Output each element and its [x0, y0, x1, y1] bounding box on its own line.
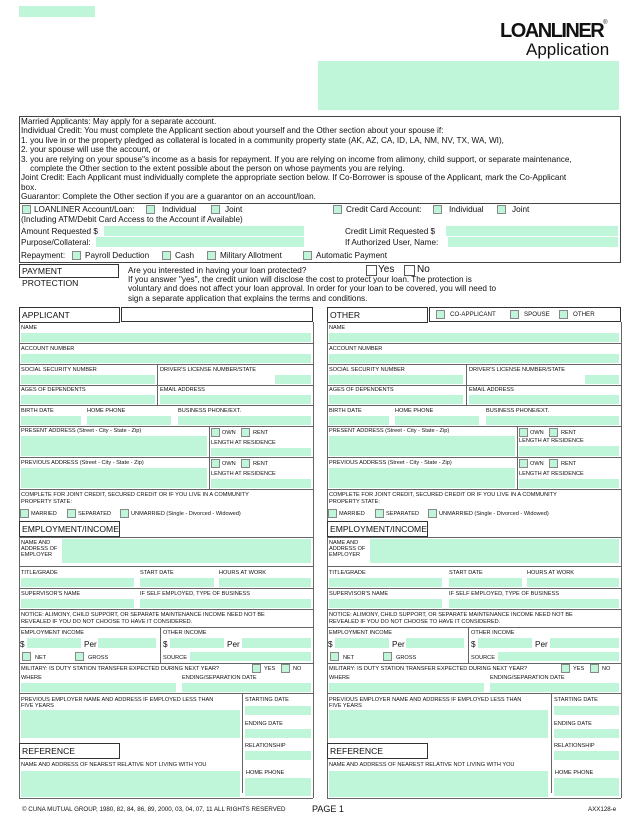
- previous-address-label: PREVIOUS ADDRESS (Street - City - State - Zip): [329, 460, 452, 466]
- protection-yes-label: Yes: [378, 264, 395, 275]
- form-code: AXX128-e: [588, 806, 617, 813]
- separated-label: SEPARATED: [386, 511, 420, 517]
- nearest-relative-label: NAME AND ADDRESS OF NEAREST RELATIVE NOT LIVING WITH YOU: [329, 762, 515, 768]
- applicant-relative-input[interactable]: [21, 771, 240, 797]
- other-per: Per: [535, 640, 548, 649]
- intro-line: complete the Other section to the extent possible about the person on whose payments you are relying.: [21, 164, 405, 174]
- emp-dollar: $: [328, 640, 333, 649]
- intro-line: box.: [21, 182, 37, 192]
- applicant-present-address-input[interactable]: [21, 436, 207, 456]
- cc-joint-checkbox[interactable]: [497, 205, 506, 214]
- own-label: OWN: [530, 461, 544, 467]
- other-type-checkbox[interactable]: [559, 310, 568, 319]
- spouse-checkbox[interactable]: [510, 310, 519, 319]
- applicant-ref-phone-input[interactable]: [245, 778, 311, 796]
- other-per: Per: [227, 640, 240, 649]
- hours-label: HOURS AT WORK: [527, 570, 575, 576]
- ages-label: AGES OF DEPENDENTS: [21, 387, 86, 393]
- name-label: NAME: [329, 325, 346, 331]
- applicant-ending-date-input[interactable]: [245, 729, 311, 738]
- intro-line: Individual Credit: You must complete the Applicant section about yourself and the Other section about your spouse if:: [21, 126, 444, 136]
- dl-label: DRIVER'S LICENSE NUMBER/STATE: [160, 367, 256, 373]
- applicant-relationship-input[interactable]: [245, 751, 311, 760]
- joint-checkbox[interactable]: [211, 205, 220, 214]
- rent-label: RENT: [253, 430, 269, 436]
- own-checkbox[interactable]: [211, 428, 220, 437]
- copyright: © CUNA MUTUAL GROUP, 1980, 82, 84, 86, 89, 2000, 03, 04, 07, 11 ALL RIGHTS RESERVED: [22, 806, 286, 813]
- other-name-input[interactable]: [329, 333, 619, 342]
- other-ssn-input[interactable]: [329, 375, 463, 384]
- other-prev-rent-checkbox[interactable]: [549, 459, 558, 468]
- office-use-field[interactable]: [318, 61, 619, 110]
- payment-protection-header: PAYMENT PROTECTION: [19, 264, 119, 278]
- other-income-label: OTHER INCOME: [163, 630, 207, 636]
- prev-rent-checkbox[interactable]: [241, 459, 250, 468]
- other-net-checkbox[interactable]: [330, 652, 339, 661]
- other-type-label: OTHER: [573, 311, 595, 318]
- other-dollar: $: [163, 640, 168, 649]
- account-number-label: ACCOUNT NUMBER: [329, 346, 383, 352]
- unmarried-label: UNMARRIED (Single - Divorced - Widowed): [439, 511, 549, 517]
- ssn-label: SOCIAL SECURITY NUMBER: [21, 367, 97, 373]
- ending-date-label: ENDING DATE: [554, 721, 592, 727]
- gross-checkbox[interactable]: [75, 652, 84, 661]
- cc-joint-label: Joint: [512, 205, 530, 214]
- own-label: OWN: [530, 430, 544, 436]
- military-question: MILITARY: IS DUTY STATION TRANSFER EXPECTED DURING NEXT YEAR?: [329, 666, 528, 672]
- payroll-checkbox[interactable]: [72, 251, 81, 260]
- separated-checkbox[interactable]: [67, 509, 76, 518]
- separated-label: SEPARATED: [78, 511, 112, 517]
- prev-employer-label: PREVIOUS EMPLOYER NAME AND ADDRESS IF EMPLOYED LESS THAN: [329, 697, 522, 703]
- applicant-emp-per-input[interactable]: [98, 638, 156, 648]
- married-label: MARRIED: [339, 511, 365, 517]
- other-emp-per-input[interactable]: [406, 638, 464, 648]
- purpose-label: Purpose/Collateral:: [21, 238, 91, 247]
- reference-header: REFERENCE: [19, 743, 120, 759]
- title-label: TITLE/GRADE: [21, 570, 58, 576]
- military-label: Military Allotment: [220, 251, 282, 260]
- joint-label: Joint: [225, 205, 243, 214]
- business-phone-label: BUSINESS PHONE/EXT.: [178, 408, 242, 414]
- applicant-ending-sep-input[interactable]: [182, 683, 311, 692]
- other-home-phone-input[interactable]: [395, 416, 479, 425]
- other-hours-input[interactable]: [527, 578, 619, 587]
- automatic-label: Automatic Payment: [316, 251, 387, 260]
- notice-label-2: REVEALED IF YOU DO NOT CHOOSE TO HAVE IT CONSIDERED.: [21, 619, 193, 625]
- applicant-header-field[interactable]: [121, 307, 313, 322]
- protection-body: [128, 275, 496, 303]
- other-account-input[interactable]: [329, 354, 619, 363]
- other-header: OTHER: [327, 307, 428, 323]
- other-length-input[interactable]: [519, 446, 619, 456]
- other-start-input[interactable]: [449, 578, 522, 587]
- intro-text: [21, 117, 621, 202]
- prev-own-checkbox[interactable]: [211, 459, 220, 468]
- joint-credit-note-2: PROPERTY STATE:: [21, 499, 72, 505]
- other-own-checkbox[interactable]: [519, 428, 528, 437]
- cc-individual-label: Individual: [449, 205, 484, 214]
- other-dl-input[interactable]: [585, 375, 619, 384]
- dl-label: DRIVER'S LICENSE NUMBER/STATE: [469, 367, 565, 373]
- other-previous-address-input[interactable]: [329, 468, 515, 488]
- applicant-email-input[interactable]: [160, 395, 311, 404]
- employment-header: EMPLOYMENT/INCOME: [19, 521, 120, 537]
- self-employed-label: IF SELF EMPLOYED, TYPE OF BUSINESS: [449, 591, 559, 597]
- other-where-input[interactable]: [329, 683, 484, 692]
- other-unmarried-checkbox[interactable]: [428, 509, 437, 518]
- prev-length-label: LENGTH AT RESIDENCE: [211, 471, 276, 477]
- ref-home-phone-label: HOME PHONE: [555, 770, 594, 776]
- applicant-previous-address-input[interactable]: [21, 468, 207, 488]
- nearest-relative-label: NAME AND ADDRESS OF NEAREST RELATIVE NOT LIVING WITH YOU: [21, 762, 207, 768]
- credit-card-label: Credit Card Account:: [346, 205, 422, 214]
- cc-individual-checkbox[interactable]: [433, 205, 442, 214]
- intro-line: Joint Credit: Each Applicant must individually complete the appropriate section below. If Co-Borrower is spouse of the Applicant, mark the Co-Applicant: [21, 173, 567, 183]
- military-yes-label: YES: [264, 666, 276, 672]
- authorized-user-input[interactable]: [448, 237, 618, 247]
- rent-label: RENT: [561, 430, 577, 436]
- business-phone-label: BUSINESS PHONE/EXT.: [486, 408, 550, 414]
- other-business-phone-input[interactable]: [486, 416, 619, 425]
- applicant-birth-input[interactable]: [21, 416, 81, 425]
- source-label: SOURCE: [163, 655, 187, 661]
- name-label: NAME: [21, 325, 38, 331]
- applicant-ssn-input[interactable]: [21, 375, 155, 384]
- notice-label: NOTICE: ALIMONY, CHILD SUPPORT, OR SEPARATE MAINTENANCE INCOME NEED NOT BE: [21, 612, 265, 618]
- emp-dollar: $: [20, 640, 25, 649]
- employer-label-1: NAME AND: [21, 540, 51, 546]
- individual-label: Individual: [162, 205, 197, 214]
- applicant-source-input[interactable]: [190, 652, 311, 661]
- other-email-input[interactable]: [469, 395, 619, 404]
- rent-checkbox[interactable]: [241, 428, 250, 437]
- military-yes-checkbox[interactable]: [252, 664, 261, 673]
- title-label: TITLE/GRADE: [329, 570, 366, 576]
- other-ages-input[interactable]: [329, 395, 463, 404]
- email-label: EMAIL ADDRESS: [469, 387, 514, 393]
- ending-sep-label: ENDING/SEPARATION DATE: [182, 675, 257, 681]
- applicant-other-per-input[interactable]: [242, 638, 311, 648]
- gross-label: GROSS: [88, 655, 109, 661]
- length-label: LENGTH AT RESIDENCE: [519, 471, 584, 477]
- page-number: PAGE 1: [312, 804, 344, 814]
- prev-own-label: OWN: [222, 461, 236, 467]
- ages-label: AGES OF DEPENDENTS: [329, 387, 394, 393]
- other-source-input[interactable]: [498, 652, 619, 661]
- unmarried-label: UNMARRIED (Single - Divorced - Widowed): [131, 511, 241, 517]
- military-no-label: NO: [602, 666, 611, 672]
- applicant-prev-length-input[interactable]: [211, 479, 311, 488]
- credit-limit-label: Credit Limit Requested $: [345, 227, 436, 236]
- unmarried-checkbox[interactable]: [120, 509, 129, 518]
- employer-label-1: NAME AND: [329, 540, 359, 546]
- spouse-label: SPOUSE: [524, 311, 550, 318]
- cash-checkbox[interactable]: [162, 251, 171, 260]
- military-no-label: NO: [293, 666, 302, 672]
- other-emp-income-input[interactable]: [335, 638, 389, 648]
- self-employed-label: IF SELF EMPLOYED, TYPE OF BUSINESS: [140, 591, 250, 597]
- ending-sep-label: ENDING/SEPARATION DATE: [490, 675, 565, 681]
- co-applicant-checkbox[interactable]: [436, 310, 445, 319]
- credit-card-checkbox[interactable]: [333, 205, 342, 214]
- other-income-label: OTHER INCOME: [471, 630, 515, 636]
- loanliner-checkbox[interactable]: [22, 205, 31, 214]
- ref-home-phone-label: HOME PHONE: [246, 770, 285, 776]
- present-address-label: PRESENT ADDRESS (Street - City - State - Zip): [21, 428, 142, 434]
- military-no-checkbox[interactable]: [281, 664, 290, 673]
- atm-note: (Including ATM/Debit Card Access to the Account if Available): [21, 215, 243, 224]
- protection-no-label: No: [417, 264, 430, 275]
- other-ending-sep-input[interactable]: [490, 683, 619, 692]
- applicant-employer-input[interactable]: [62, 539, 311, 563]
- joint-credit-note: COMPLETE FOR JOINT CREDIT, SECURED CREDIT OR IF YOU LIVE IN A COMMUNITY: [329, 492, 557, 498]
- ssn-label: SOCIAL SECURITY NUMBER: [329, 367, 405, 373]
- present-address-label: PRESENT ADDRESS (Street - City - State - Zip): [329, 428, 450, 434]
- source-label: SOURCE: [471, 655, 495, 661]
- starting-date-label: STARTING DATE: [554, 697, 598, 703]
- prev-employer-label-2: FIVE YEARS: [21, 703, 54, 709]
- individual-checkbox[interactable]: [146, 205, 155, 214]
- home-phone-label: HOME PHONE: [395, 408, 434, 414]
- applicant-prev-employer-input[interactable]: [21, 710, 240, 738]
- ending-date-label: ENDING DATE: [245, 721, 283, 727]
- other-present-address-input[interactable]: [329, 436, 515, 456]
- employer-label-2: ADDRESS OF: [329, 546, 366, 552]
- start-label: START DATE: [449, 570, 483, 576]
- length-label: LENGTH AT RESIDENCE: [211, 440, 276, 446]
- birth-label: BIRTH DATE: [329, 408, 362, 414]
- protection-body-line: sign a separate application that explains the terms and conditions.: [128, 293, 368, 303]
- protection-body-line: voluntary and does not affect your loan approval. In order for your loan to be covered, you will need to: [128, 284, 497, 294]
- other-ending-date-input[interactable]: [554, 729, 619, 738]
- net-label: NET: [343, 655, 355, 661]
- applicant-where-input[interactable]: [21, 683, 176, 692]
- other-prev-length-input[interactable]: [519, 479, 619, 488]
- own-label: OWN: [222, 430, 236, 436]
- prev-rent-label: RENT: [253, 461, 269, 467]
- other-relationship-input[interactable]: [554, 751, 619, 760]
- other-relative-input[interactable]: [329, 771, 548, 797]
- reference-header: REFERENCE: [327, 743, 428, 759]
- military-question: MILITARY: IS DUTY STATION TRANSFER EXPECTED DURING NEXT YEAR?: [21, 666, 220, 672]
- intro-line: 3. you are relying on your spouse"s income as a basis for repayment. If you are relying on income from alimony, child support, or separate maintenance,: [21, 154, 572, 164]
- amount-requested-input[interactable]: [104, 226, 304, 236]
- rent-label: RENT: [561, 461, 577, 467]
- start-label: START DATE: [140, 570, 174, 576]
- doc-title: Application: [526, 40, 610, 59]
- applicant-header: APPLICANT: [19, 307, 120, 323]
- repayment-label: Repayment:: [21, 251, 66, 260]
- other-title-input[interactable]: [329, 578, 442, 587]
- applicant-other-income-input[interactable]: [170, 638, 224, 648]
- credit-limit-input[interactable]: [446, 226, 618, 236]
- military-yes-label: YES: [573, 666, 585, 672]
- other-dollar: $: [471, 640, 476, 649]
- cash-label: Cash: [175, 251, 195, 260]
- intro-line: Guarantor: Complete the Other section if you are a guarantor on an account/loan.: [21, 192, 316, 202]
- starting-date-label: STARTING DATE: [245, 697, 289, 703]
- notice-label: NOTICE: ALIMONY, CHILD SUPPORT, OR SEPARATE MAINTENANCE INCOME NEED NOT BE: [329, 612, 573, 618]
- married-checkbox[interactable]: [20, 509, 29, 518]
- other-rent-checkbox[interactable]: [549, 428, 558, 437]
- applicant-dl-input[interactable]: [275, 375, 311, 384]
- supervisor-label: SUPERVISOR'S NAME: [329, 591, 389, 597]
- where-label: WHERE: [21, 675, 42, 681]
- top-left-field[interactable]: [19, 6, 95, 17]
- other-employer-input[interactable]: [370, 539, 619, 563]
- applicant-hours-input[interactable]: [219, 578, 311, 587]
- applicant-business-phone-input[interactable]: [178, 416, 311, 425]
- applicant-account-input[interactable]: [21, 354, 311, 363]
- other-married-checkbox[interactable]: [328, 509, 337, 518]
- other-gross-checkbox[interactable]: [383, 652, 392, 661]
- home-phone-label: HOME PHONE: [87, 408, 126, 414]
- emp-per: Per: [84, 640, 97, 649]
- applicant-ages-input[interactable]: [21, 395, 155, 404]
- other-separated-checkbox[interactable]: [375, 509, 384, 518]
- protection-body-line: If you answer "yes", the credit union will disclose the cost to protect your loan. The protection is: [128, 275, 472, 284]
- length-label: LENGTH AT RESIDENCE: [519, 438, 584, 444]
- relationship-label: RELATIONSHIP: [554, 743, 595, 749]
- authorized-user-label: If Authorized User, Name:: [345, 238, 439, 247]
- other-prev-own-checkbox[interactable]: [519, 459, 528, 468]
- applicant-supervisor-input[interactable]: [21, 599, 134, 608]
- hours-label: HOURS AT WORK: [219, 570, 267, 576]
- other-starting-date-input[interactable]: [554, 706, 619, 715]
- automatic-checkbox[interactable]: [303, 251, 312, 260]
- intro-line: Married Applicants: May apply for a separate account.: [21, 117, 217, 126]
- emp-income-label: EMPLOYMENT INCOME: [329, 630, 392, 636]
- intro-line: 1. you live in or the property pledged as collateral is located in a community property state (AK, AZ, CA, ID, LA, NM, NV, TX, WA, WI),: [21, 135, 504, 145]
- applicant-title-input[interactable]: [21, 578, 134, 587]
- other-self-employed-input[interactable]: [449, 599, 619, 608]
- supervisor-label: SUPERVISOR'S NAME: [21, 591, 81, 597]
- protection-question: Are you interested in having your loan protected?: [128, 266, 307, 275]
- other-supervisor-input[interactable]: [329, 599, 442, 608]
- joint-credit-note-2: PROPERTY STATE:: [329, 499, 380, 505]
- prev-employer-label: PREVIOUS EMPLOYER NAME AND ADDRESS IF EMPLOYED LESS THAN: [21, 697, 214, 703]
- logo-text: LOANLINER: [500, 20, 604, 42]
- other-military-yes-checkbox[interactable]: [561, 664, 570, 673]
- employment-header: EMPLOYMENT/INCOME: [327, 521, 428, 537]
- married-label: MARRIED: [31, 511, 57, 517]
- other-military-no-checkbox[interactable]: [590, 664, 599, 673]
- applicant-emp-income-input[interactable]: [27, 638, 81, 648]
- relationship-label: RELATIONSHIP: [245, 743, 286, 749]
- applicant-self-employed-input[interactable]: [140, 599, 311, 608]
- military-checkbox[interactable]: [207, 251, 216, 260]
- amount-requested-label: Amount Requested $: [21, 227, 98, 236]
- payroll-label: Payroll Deduction: [85, 251, 150, 260]
- birth-label: BIRTH DATE: [21, 408, 54, 414]
- net-label: NET: [35, 655, 47, 661]
- account-number-label: ACCOUNT NUMBER: [21, 346, 75, 352]
- employer-label-3: EMPLOYER: [21, 552, 53, 558]
- prev-employer-label-2: FIVE YEARS: [329, 703, 362, 709]
- applicant-length-input[interactable]: [211, 448, 311, 456]
- other-other-income-input[interactable]: [478, 638, 532, 648]
- employer-label-2: ADDRESS OF: [21, 546, 58, 552]
- other-ref-phone-input[interactable]: [554, 778, 619, 796]
- joint-credit-note: COMPLETE FOR JOINT CREDIT, SECURED CREDIT OR IF YOU LIVE IN A COMMUNITY: [21, 492, 249, 498]
- co-applicant-label: CO-APPLICANT: [450, 311, 496, 318]
- gross-label: GROSS: [396, 655, 417, 661]
- employer-label-3: EMPLOYER: [329, 552, 361, 558]
- emp-per: Per: [392, 640, 405, 649]
- other-prev-employer-input[interactable]: [329, 710, 548, 738]
- notice-label-2: REVEALED IF YOU DO NOT CHOOSE TO HAVE IT CONSIDERED.: [329, 619, 501, 625]
- intro-line: 2. your spouse will use the account, or: [21, 145, 161, 155]
- brand-logo: LOANLINER®: [500, 20, 608, 42]
- net-checkbox[interactable]: [22, 652, 31, 661]
- where-label: WHERE: [329, 675, 350, 681]
- loanliner-label: LOANLINER Account/Loan:: [34, 205, 135, 214]
- other-birth-input[interactable]: [329, 416, 389, 425]
- emp-income-label: EMPLOYMENT INCOME: [21, 630, 84, 636]
- applicant-starting-date-input[interactable]: [245, 706, 311, 715]
- email-label: EMAIL ADDRESS: [160, 387, 205, 393]
- other-other-per-input[interactable]: [550, 638, 619, 648]
- applicant-home-phone-input[interactable]: [87, 416, 171, 425]
- previous-address-label: PREVIOUS ADDRESS (Street - City - State - Zip): [21, 460, 144, 466]
- applicant-name-input[interactable]: [21, 333, 311, 342]
- applicant-start-input[interactable]: [140, 578, 214, 587]
- purpose-input[interactable]: [96, 237, 304, 247]
